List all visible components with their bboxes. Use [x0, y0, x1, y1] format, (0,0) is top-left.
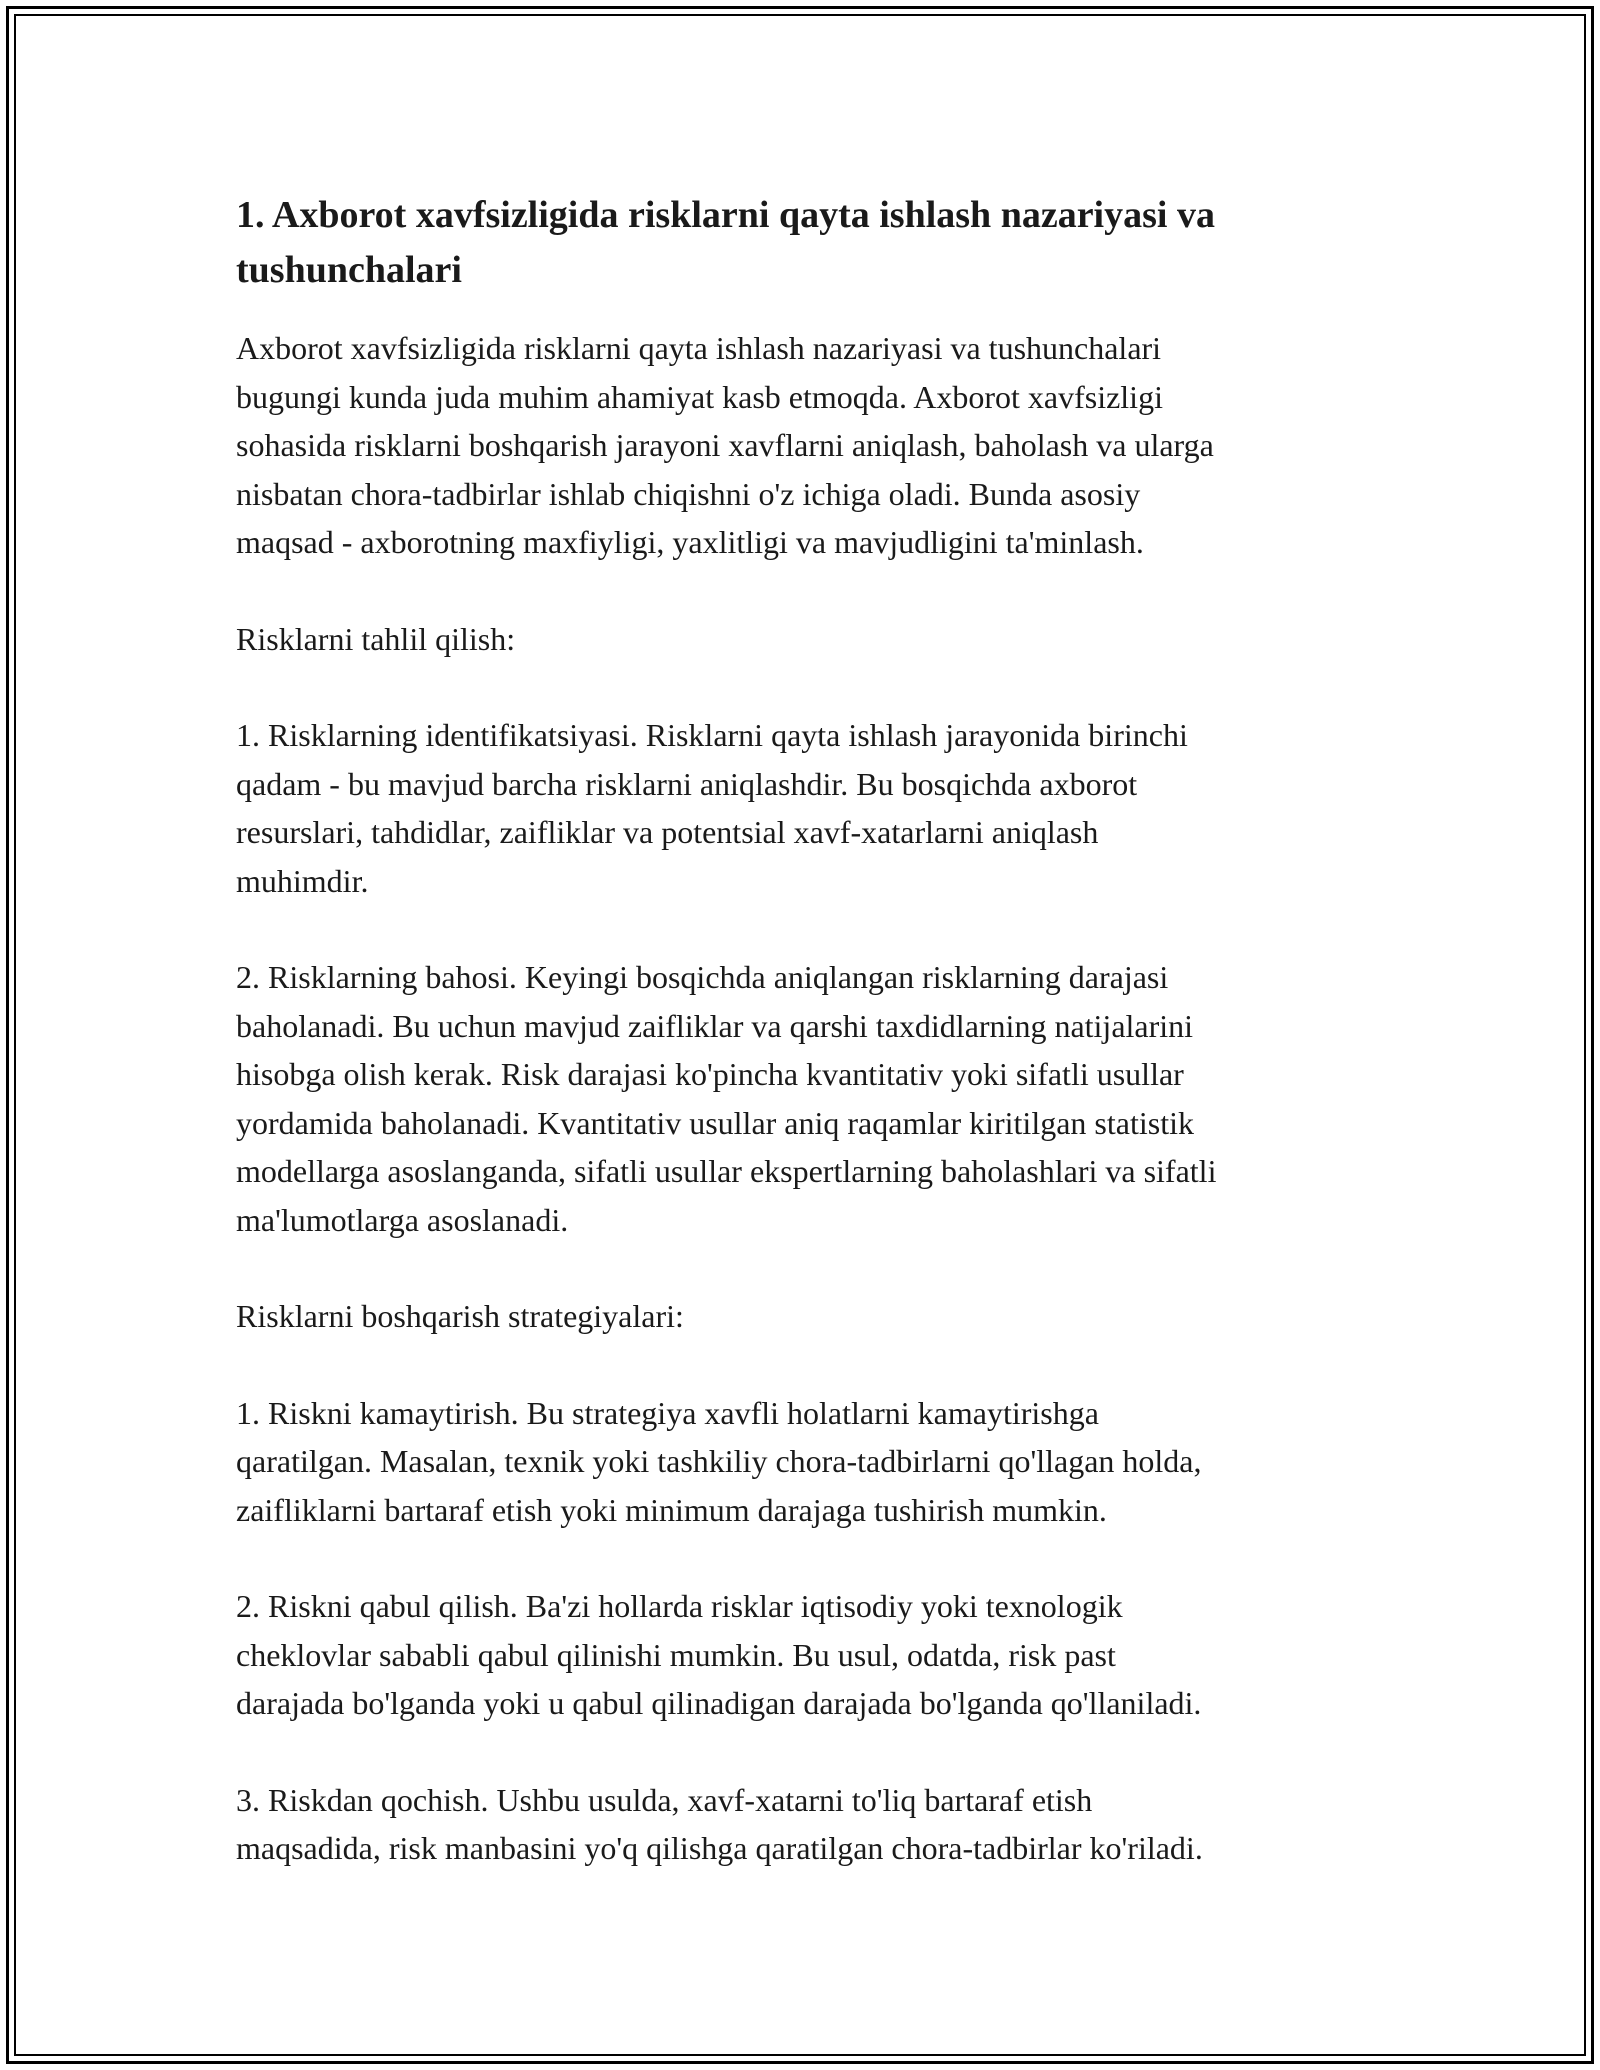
section-heading-risk-analysis: Risklarni tahlil qilish: — [236, 620, 516, 657]
list-item-risk-assessment: 2. Risklarning bahosi. Keyingi bosqichda aniqlangan risklarning darajasi baholanadi. Bu uchun mavjud zaifliklar va qarshi taxdidlarning natijalarini hisobga olish kerak. Risk darajasi ko'pincha kvantitativ yoki sifatli usullar yordamida baholanadi. Kvantitativ usullar aniq raqamlar kiritilgan statistik modellarga asoslanganda, sifatli usullar ekspertlarning baholashlari va sifatli ma'lumotlarga asoslanadi. — [236, 959, 1217, 1238]
list-item-risk-reduction: 1. Riskni kamaytirish. Bu strategiya xavfli holatlarni kamaytirishga qaratilgan. Masalan, texnik yoki tashkiliy chora-tadbirlarni qo'llagan holda, zaifliklarni bartaraf etish yoki minimum darajaga tushirish mumkin. — [236, 1394, 1202, 1528]
intro-paragraph: Axborot xavfsizligida risklarni qayta ishlash nazariyasi va tushunchalari bugungi kunda juda muhim ahamiyat kasb etmoqda. Axborot xavfsizligi sohasida risklarni boshqarish jarayoni xavflarni aniqlash, baholash va ularga nisbatan chora-tadbirlar ishlab chiqishni o'z ichiga oladi. Bunda asosiy maqsad - axborotning maxfiyligi, yaxlitligi va mavjudligini ta'minlash. — [236, 330, 1214, 560]
list-item-risk-identification: 1. Risklarning identifikatsiyasi. Risklarni qayta ishlash jarayonida birinchi qadam - bu mavjud barcha risklarni aniqlashdir. Bu bosqichda axborot resurslari, tahdidlar, zaifliklar va potentsial xavf-xatarlarni aniqlash muhimdir. — [236, 717, 1188, 899]
list-item-risk-avoidance: 3. Riskdan qochish. Ushbu usulda, xavf-xatarni to'liq bartaraf etish maqsadida, risk manbasini yo'q qilishga qaratilgan chora-tadbirlar ko'riladi. — [236, 1781, 1203, 1866]
list-item-risk-acceptance: 2. Riskni qabul qilish. Ba'zi hollarda risklar iqtisodiy yoki texnologik cheklovlar sababli qabul qilinishi mumkin. Bu usul, odatda, risk past darajada bo'lganda yoki u qabul qilinadigan darajada bo'lganda qo'llaniladi. — [236, 1588, 1202, 1721]
section-heading-risk-strategies: Risklarni boshqarish strategiyalari: — [236, 1298, 684, 1334]
document-body — [236, 188, 1386, 1873]
document-title: 1. Axborot xavfsizligida risklarni qayta ishlash nazariyasi va tushunchalari — [236, 194, 1215, 291]
